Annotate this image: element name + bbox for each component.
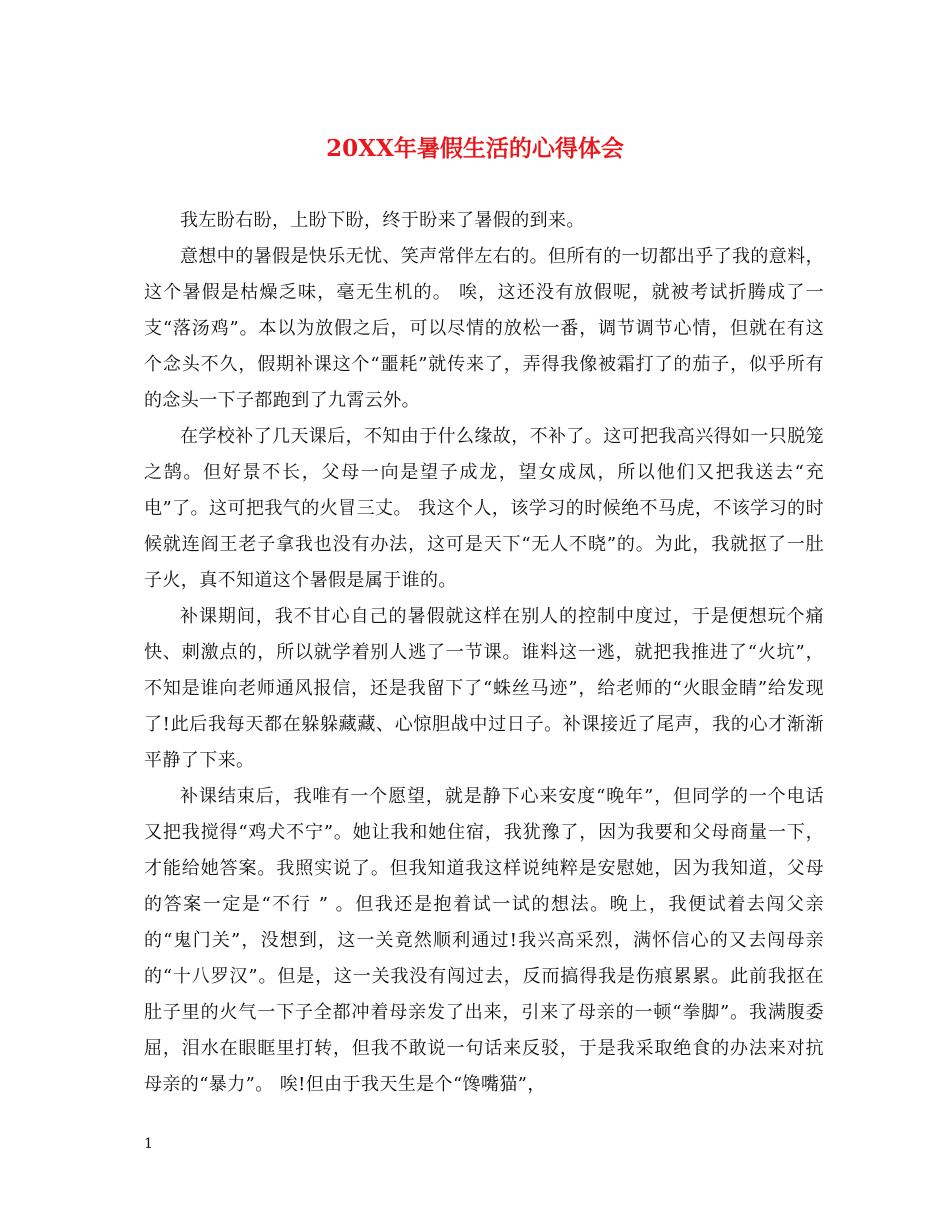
page-number: 1 [144,1136,153,1152]
document-title: 20XX年暑假生活的心得体会 [326,135,624,162]
paragraph-5: 补课结束后，我唯有一个愿望，就是静下心来安度“晚年”，但同学的一个电话又把我搅得“鸡犬不宁”。她让我和她住宿，我犹豫了，因为我要和父母商量一下，才能给她答案。我照实说了。但我知道我这样说纯粹是安慰她，因为我知道，父母的答案一定是“不行 ” 。但我还是抱着试一试的想法。晚上，我便试着去闯父亲的“鬼门关”，没想到，这一关竟然顺利通过!我兴高采烈，满怀信心的又去闯母亲的“十八罗汉”。但是，这一关我没有闯过去，反而搞得我是伤痕累累。此前我抠在肚子里的火气一下子全都冲着母亲发了出来，引来了母亲的一顿“拳脚”。我满腹委屈，泪水在眼眶里打转，但我不敢说一句话来反驳，于是我采取绝食的办法来对抗母亲的“暴力”。 唉!但由于我天生是个“馋嘴猫”， [144,786,824,1095]
paragraph-4: 补课期间，我不甘心自己的暑假就这样在别人的控制中度过，于是便想玩个痛快、刺激点的，所以就学着别人逃了一节课。谁料这一逃，就把我推进了“火坑”，不知是谁向老师通风报信，还是我留下了“蛛丝马迹”，给老师的“火眼金睛”给发现了!此后我每天都在躲躲藏藏、心惊胆战中过日子。补课接近了尾声，我的心才渐渐平静了下来。 [144,606,824,771]
paragraph-3: 在学校补了几天课后，不知由于什么缘故，不补了。这可把我高兴得如一只脱笼之鹄。但好景不长，父母一向是望子成龙，望女成凤，所以他们又把我送去“充电”了。这可把我气的火冒三丈。 我这个人，该学习的时候绝不马虎，不该学习的时候就连阎王老子拿我也没有办法，这可是天下“无人不晓”的。为此，我就抠了一肚子火，真不知道这个暑假是属于谁的。 [144,426,824,591]
paragraph-1: 我左盼右盼，上盼下盼，终于盼来了暑假的到来。 [180,210,585,231]
document-body [144,203,824,1103]
paragraph-2: 意想中的暑假是快乐无忧、笑声常伴左右的。但所有的一切都出乎了我的意料，这个暑假是枯燥乏味，毫无生机的。 唉，这还没有放假呢，就被考试折腾成了一支“落汤鸡”。本以为放假之后，可以尽情的放松一番，调节调节心情，但就在有这个念头不久，假期补课这个“噩耗”就传来了，弄得我像被霜打了的茄子，似乎所有的念头一下子都跑到了九霄云外。 [144,246,824,411]
